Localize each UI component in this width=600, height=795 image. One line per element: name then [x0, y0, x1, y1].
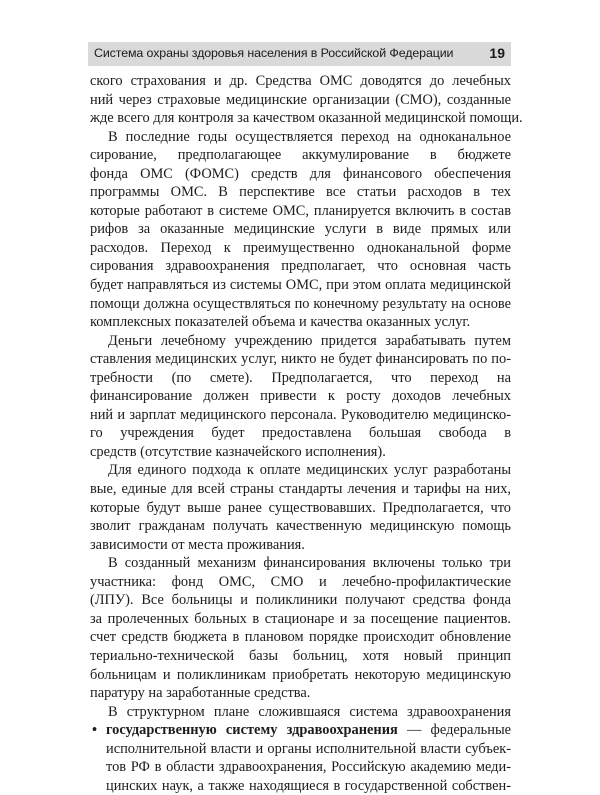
text-line: Для единого подхода к оплате медицинских услуг разработаны [108, 462, 511, 479]
text-line: ского страхования и др. Средства ОМС доводятся до лечебных [90, 73, 511, 89]
bullet-term: государственную систему здравоохранения [106, 722, 398, 739]
text-line: комплексных показателей объема и качества оказанных услуг. [90, 314, 471, 331]
text-line: ставления медицинских услуг, никто не будет финансировать по по- [90, 351, 511, 368]
text-line: счет средств бюджета в плановом порядке происходит обновление [90, 629, 511, 646]
text-line: за пролеченных больных в стационаре и за посещение пациентов. [90, 610, 511, 627]
text-line: зволит гражданам получать качественную медицинскую помощь [90, 518, 511, 535]
text-line: которые будут выше ранее существовавших. Предполагается, что [90, 499, 511, 516]
text-line: ний через страховые медицинские организации (СМО), созданные [90, 91, 511, 108]
bullet-icon: • [92, 722, 98, 739]
text-line: (ЛПУ). Все больницы и поликлиники получают средства фонда [90, 592, 511, 609]
running-header [88, 42, 511, 66]
text-line: больницам и поликлиникам приобретать некоторую медицинскую [90, 666, 511, 683]
text-line: тов РФ в области здравоохранения, Российскую академию меди- [106, 759, 511, 776]
text-line: сирование, предполагающее аккумулирование в бюджете [90, 147, 511, 164]
text-line: рифов за оказанные медицинские услуги в виде прямых или [90, 221, 511, 238]
text-line: В структурном плане сложившаяся система здравоохранения [108, 703, 511, 720]
text-line: требности (по смете). Предполагается, что переход на [90, 369, 511, 386]
header-title: Система охраны здоровья населения в Российской Федерации [94, 46, 454, 60]
text-line: исполнительной власти и органы исполнительной власти субъек- [106, 740, 511, 757]
text-line: В последние годы осуществляется переход на одноканальное [108, 128, 511, 145]
body-text [90, 72, 523, 795]
text-line: участника: фонд ОМС, СМО и лечебно-профилактические [90, 573, 511, 590]
text-line: паратуру на заработанные средства. [90, 685, 311, 702]
text-line: которые работают в системе ОМС, планируется включить в состав [90, 202, 511, 219]
text-line: средств (отсутствие казначейского исполнения). [90, 443, 386, 460]
text-line: помощи должна осуществляться по конечному результату на основе [90, 295, 511, 312]
text-line: Деньги лечебному учреждению придется зарабатывать путем [108, 332, 511, 349]
text-line: териально-технической базы больниц, хотя новый принцип [90, 647, 511, 664]
text-line: фонда ОМС (ФОМС) средств для финансового обеспечения [90, 165, 511, 182]
text-line: расходов. Переход к преимущественно одноканальной форме [90, 239, 511, 256]
text-line: программы ОМС. В перспективе все статьи расходов в тех [90, 184, 511, 201]
text-line: ний и зарплат медицинского персонала. Руководителю медицинско- [90, 406, 511, 423]
text-line: зависимости от места проживания. [90, 536, 305, 553]
page-number: 19 [489, 45, 505, 61]
text-line: го учреждения будет предоставлена большая свобода в [90, 425, 511, 442]
text-line: будет направляться из системы ОМС, при этом оплата медицинской [90, 277, 511, 294]
text-line: цинских наук, а также находящиеся в государственной собствен- [106, 777, 511, 794]
bullet-item [90, 721, 511, 740]
text-line: сирования здравоохранения предполагает, что основная часть [90, 258, 511, 275]
bullet-text: — федеральные [406, 722, 511, 739]
text-line: вые, единые для всей страны стандарты лечения и тарифы на них, [90, 481, 511, 498]
text-line: В созданный механизм финансирования включены только три [108, 555, 511, 572]
text-line: жде всего для контроля за качеством оказанной медицинской помощи. [90, 110, 523, 127]
text-line: финансирование должен привести к росту доходов лечебных [90, 388, 511, 405]
